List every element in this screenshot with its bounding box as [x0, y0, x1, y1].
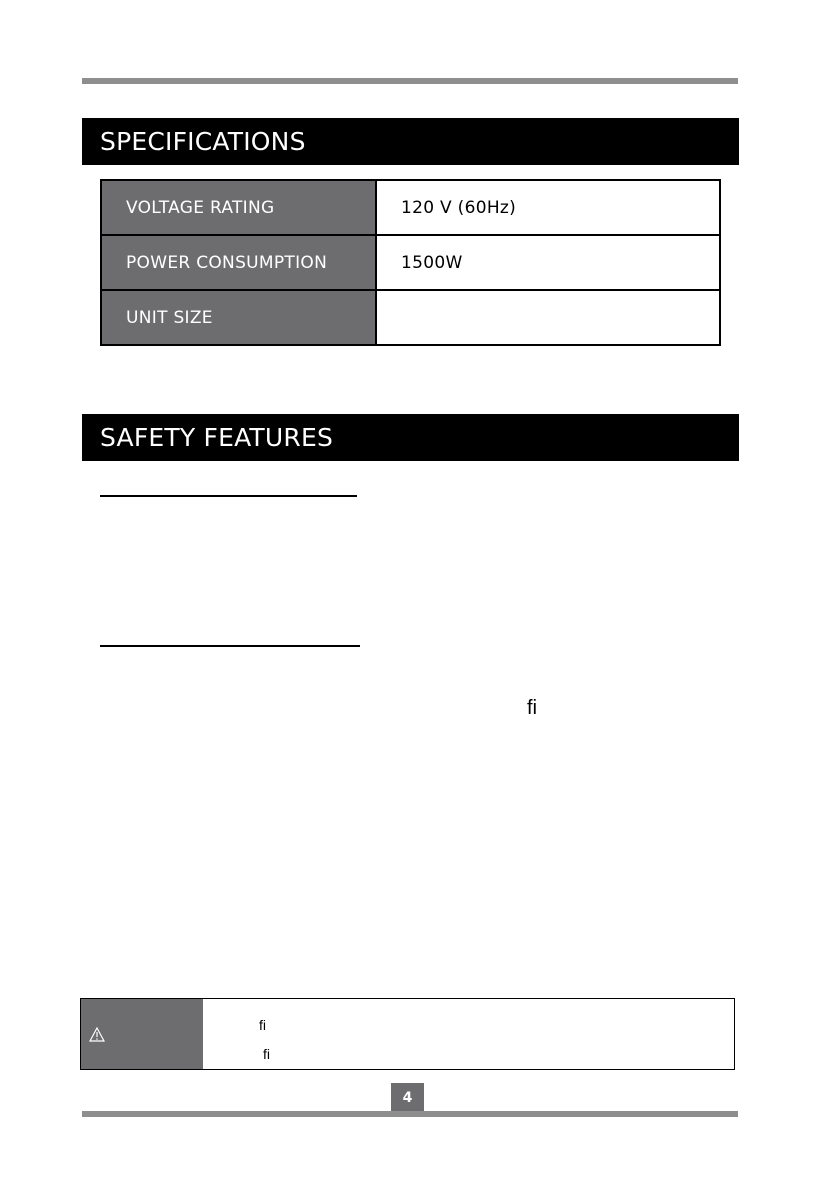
- spec-label-unit-size: UNIT SIZE: [101, 290, 376, 345]
- ligature-glyph: ﬁ: [527, 697, 537, 719]
- table-row: [101, 235, 720, 290]
- bottom-rule: [82, 1111, 738, 1117]
- ligature-glyph: ﬁ: [263, 1046, 270, 1062]
- caution-text: [209, 999, 734, 1069]
- table-row: [101, 180, 720, 235]
- safety-features-heading: SAFETY FEATURES: [82, 414, 739, 461]
- spec-value-voltage: 120 V (60Hz): [376, 180, 720, 235]
- spec-value-unit-size: [376, 290, 720, 345]
- table-row: [101, 290, 720, 345]
- caution-label: [81, 999, 203, 1069]
- top-rule: [82, 78, 738, 84]
- specifications-heading: SPECIFICATIONS: [82, 118, 739, 165]
- page-number: 4: [391, 1083, 424, 1114]
- caution-box: [80, 998, 735, 1070]
- subheading-underline: [100, 495, 357, 497]
- spec-label-voltage: VOLTAGE RATING: [101, 180, 376, 235]
- warning-triangle-icon: [89, 1027, 105, 1046]
- spec-label-power: POWER CONSUMPTION: [101, 235, 376, 290]
- specifications-table: [100, 179, 721, 346]
- spec-value-power: 1500W: [376, 235, 720, 290]
- ligature-glyph: ﬁ: [259, 1017, 266, 1033]
- subheading-underline: [100, 645, 360, 647]
